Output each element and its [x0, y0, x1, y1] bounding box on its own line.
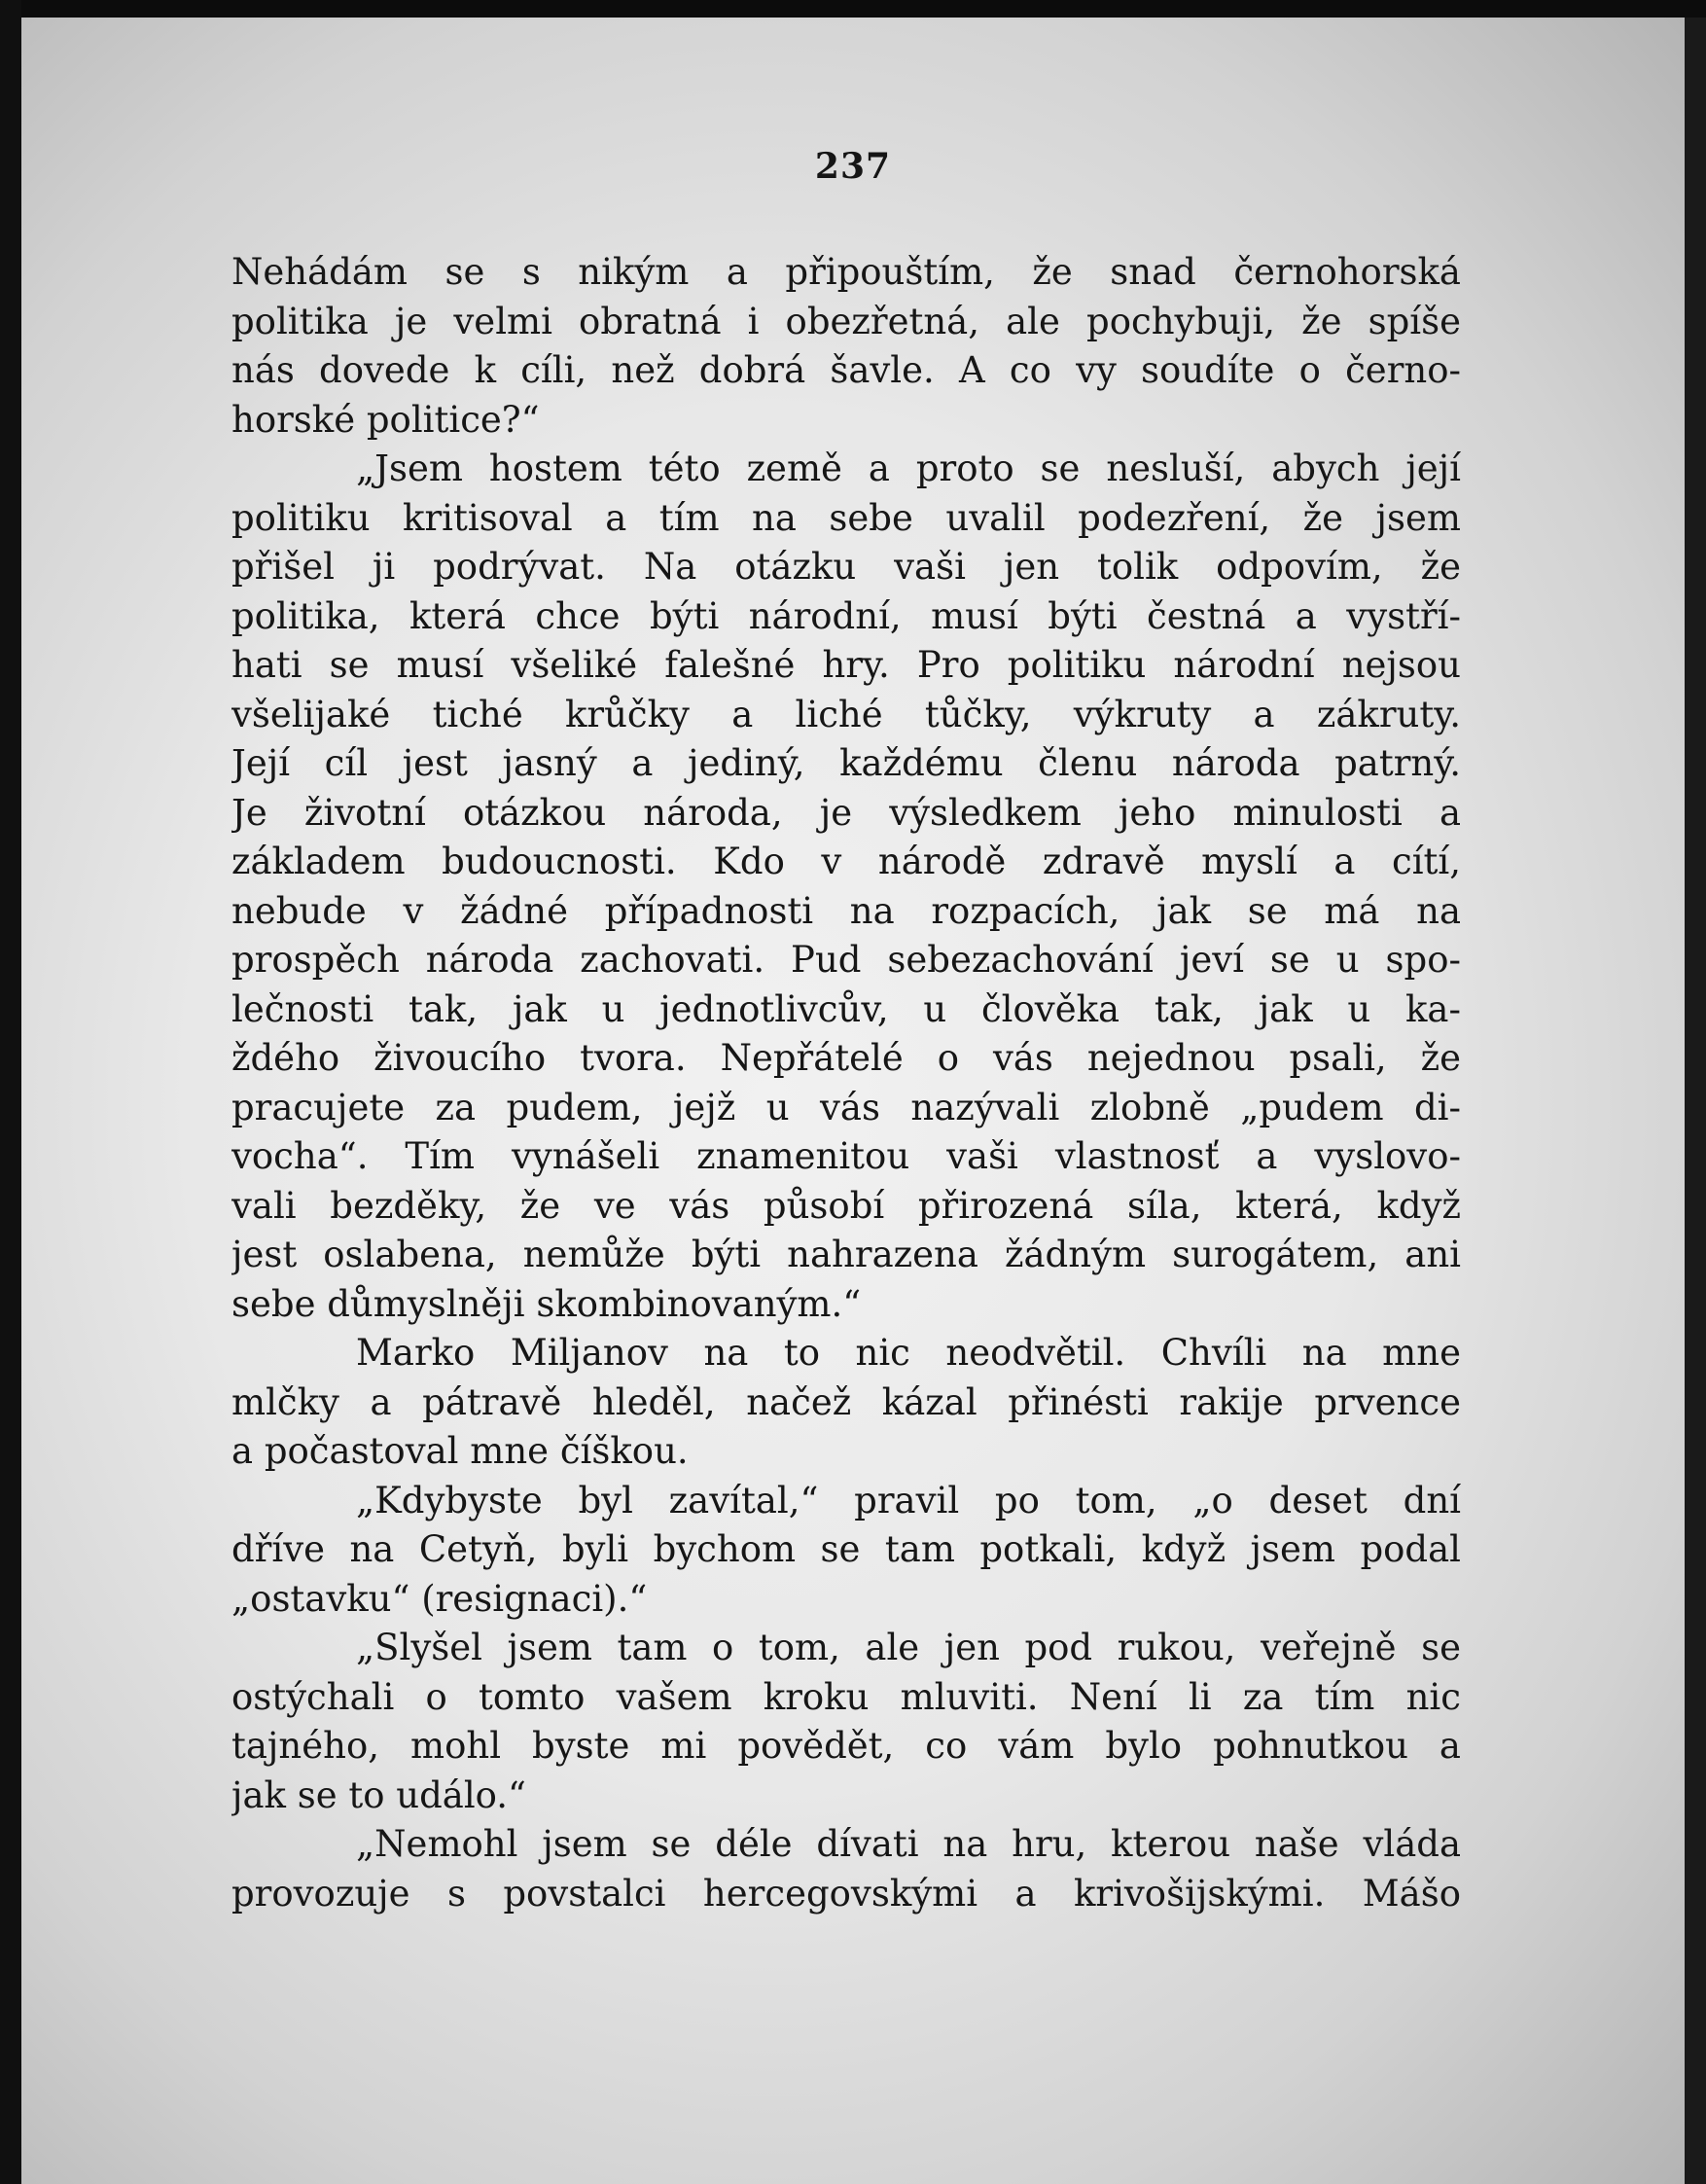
text-line: politiku kritisoval a tím na sebe uvalil podezření, že jsem — [231, 496, 1461, 539]
text-line: přišel ji podrývat. Na otázku vaši jen tolik odpovím, že — [231, 546, 1461, 588]
text-line: Její cíl jest jasný a jediný, každému členu národa patrný. — [231, 742, 1461, 784]
text-line: „Kdybyste byl zavítal,“ pravil po tom, „o deset dní — [356, 1479, 1461, 1522]
text-line: prospěch národa zachovati. Pud sebezachování jeví se u spo- — [231, 939, 1461, 981]
text-line: základem budoucnosti. Kdo v národě zdravě myslí a cítí, — [231, 841, 1461, 882]
text-line: nebude v žádné případnosti na rozpacích, jak se má na — [231, 889, 1461, 932]
text-line: pracujete za pudem, jejž u vás nazývali zlobně „pudem di- — [231, 1086, 1461, 1128]
text-line: „Jsem hostem této země a proto se nesluší, abych její — [356, 448, 1461, 489]
text-line: jest oslabena, nemůže býti nahrazena žádným surogátem, ani — [231, 1234, 1461, 1275]
text-line: mlčky a pátravě hleděl, načež kázal přinésti rakije prvence — [231, 1380, 1461, 1423]
text-line: Nehádám se s nikým a připouštím, že snad černohorská — [231, 251, 1461, 293]
scan-border-top — [0, 0, 1706, 18]
text-line: nás dovede k cíli, než dobrá šavle. A co vy soudíte o černo- — [231, 349, 1461, 391]
text-line: ždého živoucího tvora. Nepřátelé o vás nejednou psali, že — [231, 1037, 1461, 1079]
text-line: hati se musí všeliké falešné hry. Pro politiku národní nejsou — [231, 644, 1461, 686]
text-line: všelijaké tiché krůčky a liché tůčky, výkruty a zákruty. — [231, 693, 1461, 735]
text-line: provozuje s povstalci hercegovskými a krivošijskými. Mášo — [231, 1872, 1461, 1915]
paragraph — [231, 248, 1461, 445]
text-line: Je životní otázkou národa, je výsledkem jeho minulosti a — [231, 791, 1461, 834]
text-line: „ostavku“ (resignaci).“ — [231, 1577, 648, 1620]
paragraph — [231, 445, 1461, 1329]
text-line: vali bezděky, že ve vás působí přirozená síla, která, když — [231, 1184, 1461, 1227]
book-page — [21, 18, 1685, 2184]
paragraph — [231, 1477, 1461, 1625]
text-line: politika je velmi obratná i obezřetná, ale pochybuji, že spíše — [231, 300, 1461, 342]
paragraph — [231, 1820, 1461, 1918]
text-line: politika, která chce býti národní, musí býti čestná a vystří- — [231, 594, 1461, 637]
text-line: sebe důmyslněji skombinovaným.“ — [231, 1282, 862, 1325]
text-line: a počastoval mne číškou. — [231, 1430, 689, 1472]
text-line: „Slyšel jsem tam o tom, ale jen pod rukou, veřejně se — [356, 1627, 1461, 1668]
body-text — [231, 248, 1461, 1918]
text-line: ostýchali o tomto vašem kroku mluviti. Není li za tím nic — [231, 1675, 1461, 1718]
scan-border-left — [0, 0, 21, 2184]
text-line: dříve na Cetyň, byli bychom se tam potkali, když jsem podal — [231, 1528, 1461, 1570]
page-number: 237 — [814, 146, 892, 187]
text-line: jak se to událo.“ — [231, 1773, 526, 1816]
paragraph — [231, 1329, 1461, 1477]
text-line: Marko Miljanov na to nic neodvětil. Chvíli na mne — [356, 1332, 1461, 1374]
text-line: vocha“. Tím vynášeli znamenitou vaši vlastnosť a vyslovo- — [231, 1135, 1461, 1177]
text-line: „Nemohl jsem se déle dívati na hru, kterou naše vláda — [356, 1823, 1461, 1865]
text-line: lečnosti tak, jak u jednotlivcův, u člověka tak, jak u ka- — [231, 987, 1461, 1030]
text-line: horské politice?“ — [231, 398, 540, 441]
text-line: tajného, mohl byste mi povědět, co vám bylo pohnutkou a — [231, 1725, 1461, 1767]
paragraph — [231, 1624, 1461, 1820]
